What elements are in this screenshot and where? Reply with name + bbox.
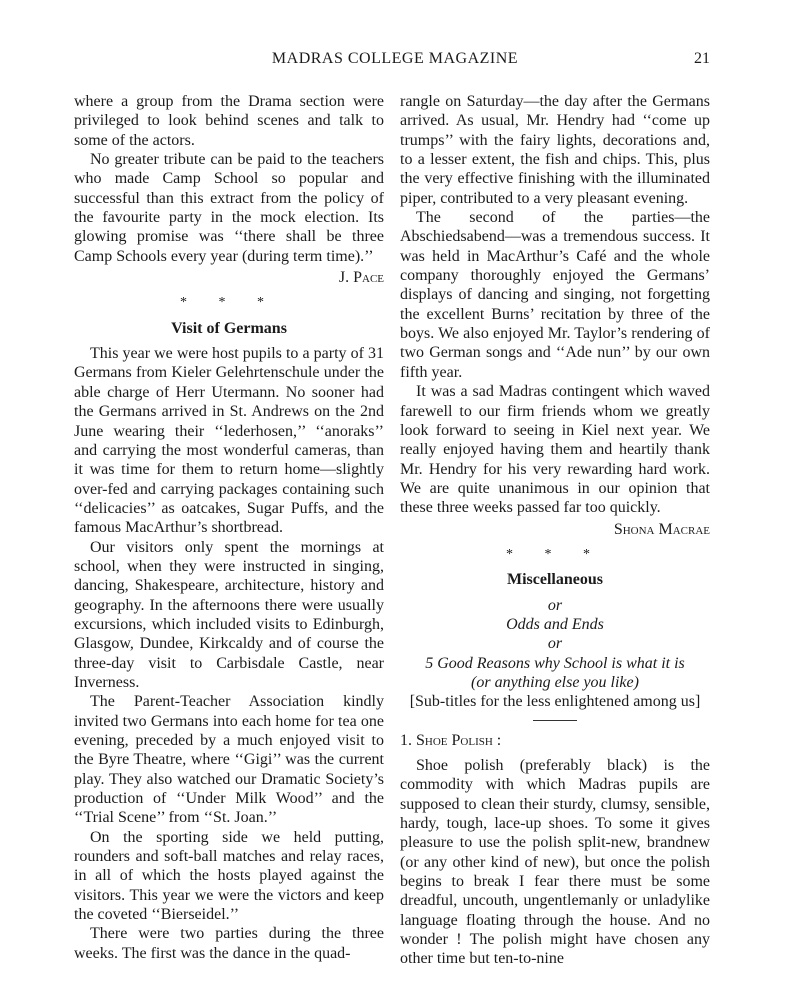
article-heading: Miscellaneous [507,571,603,589]
paragraph: This year we were host pupils to a party of 31 Germans from Kieler Gelehrtenschule under the able charge of Herr Utermann. No sooner had the Germans arrived in St. Andrews on the 2nd June wearing their ‘‘lederhosen,’’ ‘‘anoraks’’ and carrying the most wonderful cameras, than it was time for them to return home—slightly over-fed and carrying packages containing such ‘‘delicacies’’ as oatcakes, Sugar Puffs, and the famous MacArthur’s shortbread. [74,345,384,537]
paragraph: There were two parties during the three weeks. The first was the dance in the quad- [74,925,384,962]
paragraph: No greater tribute can be paid to the teachers who made Camp School so popular and successful than this extract from the policy of the favourite party in the mock election. Its glowing promise was ‘‘there shall be three Camp Schools every year (during term time).’’ [74,151,384,265]
right-column [400,92,710,969]
section-divider-stars: * * * [180,295,278,311]
subtitle: (or anything else you like) [471,673,639,691]
paragraph: The Parent-Teacher Association kindly invited two Germans into each home for tea one evening, preceded by a much enjoyed visit to the Byre Theatre, where ‘‘Gigi’’ was the current play. They also watched our Dramatic Society’s production of ‘‘Under Milk Wood’’ and the ‘‘Trial Scene’’ from ‘‘St. Joan.’’ [74,693,384,827]
magazine-title: MADRAS COLLEGE MAGAZINE [271,50,519,67]
subtitle-note: [Sub-titles for the less enlightened among us] [409,693,701,711]
page-header [0,50,800,72]
paragraph: Shoe polish (preferably black) is the commodity with which Madras pupils are supposed to clean their sturdy, clumsy, sensible, hardy, tough, lace-up shoes. To some it gives pleasure to use the polish split-new, brandnew (or any other kind of new), but once the polish begins to break I fear there must be some dreadful, uncouth, ungentlemanly or unladylike language floating through the house. And no wonder ! The polish might have chosen any other time but ten-to-nine [400,757,710,968]
left-column [74,92,384,963]
paragraph: On the sporting side we held putting, rounders and soft-ball matches and relay races, in all of which the hosts played against the visitors. This year we were the victors and keep the coveted ‘‘Bierseidel.’’ [74,828,384,924]
page-number: 21 [694,50,710,67]
signature: Shona Macrae [613,520,710,538]
divider-rule [533,720,577,721]
signature: J. Pace [338,269,384,287]
paragraph: The second of the parties—the Abschiedsabend—was a tremendous success. It was held in MacArthur’s Café and the whole company thoroughly enjoyed the Germans’ displays of dancing and singing, not forgetting the excellent Burns’ recitation by three of the boys. We also enjoyed Mr. Taylor’s rendering of two German songs and ‘‘Ade nun’’ by our own fifth year. [400,209,710,381]
subtitle: 5 Good Reasons why School is what it is [425,654,685,672]
paragraph: Our visitors only spent the mornings at school, when they were instructed in singing, dancing, Shakespeare, architecture, history and geography. In the afternoons there were usually excursions, which included visits to Edinburgh, Glasgow, Dundee, Kirkcaldy and of course the three-day visit to Carbisdale Castle, near Inverness. [74,538,384,691]
subtitle: Odds and Ends [506,615,604,633]
subtitle-or: or [547,635,563,653]
paragraph: rangle on Saturday—the day after the Germans arrived. As usual, Mr. Hendry had ‘‘come up trumps’’ with the fairy lights, decorations and, to a lesser extent, the fish and chips. This, plus the very effective finishing with the illuminated piper, contributed to a very pleasant evening. [400,93,710,207]
article-heading: Visit of Germans [171,319,287,337]
subtitle-or: or [547,596,563,614]
section-divider-stars: * * * [506,546,604,562]
section-heading: 1. Shoe Polish : [400,731,502,749]
paragraph: It was a sad Madras contingent which waved farewell to our firm friends whom we greatly look forward to seeing in Kiel next year. We really enjoyed having them and heartily thank Mr. Hendry for his very rewarding hard work. We are quite unanimous in our opinion that these three weeks passed far too quickly. [400,383,710,517]
paragraph: where a group from the Drama section were privileged to look behind scenes and talk to some of the actors. [74,93,384,149]
